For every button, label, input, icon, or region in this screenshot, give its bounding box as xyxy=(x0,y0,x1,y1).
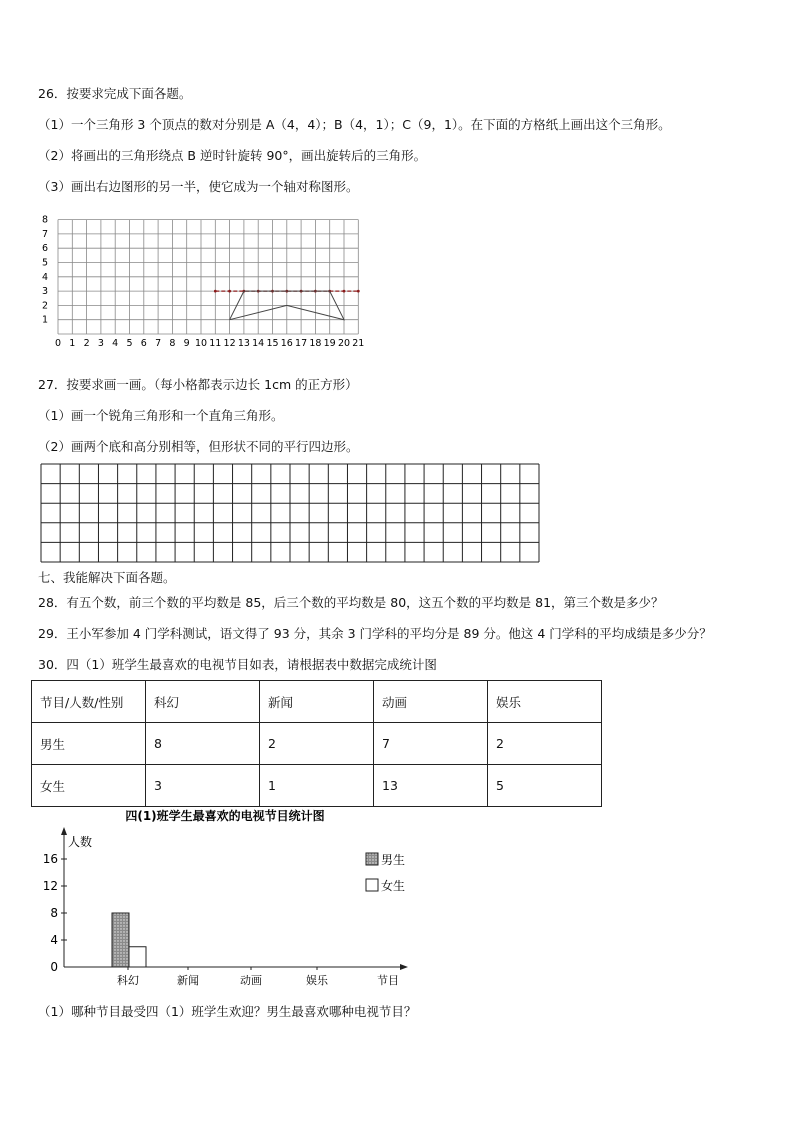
y-tick-label: 8 xyxy=(50,906,58,920)
table-cell: 3 xyxy=(146,765,260,807)
table-row xyxy=(32,765,602,807)
y-tick-label: 2 xyxy=(41,300,48,312)
y-tick-label: 6 xyxy=(41,243,48,255)
x-tick-label: 13 xyxy=(237,338,250,349)
x-tick-label: 1 xyxy=(69,338,76,349)
x-tick-label: 5 xyxy=(126,338,133,349)
q29: 29．王小军参加 4 门学科测试，语文得了 93 分，其余 3 门学科的平均分是 89 分。他这 4 门学科的平均成绩是多少分？ xyxy=(38,626,712,641)
x-tick-label: 18 xyxy=(309,338,322,349)
x-tick-label: 12 xyxy=(223,338,236,349)
y-tick-label: 12 xyxy=(42,879,58,893)
table-cell: 科幻 xyxy=(146,681,260,723)
x-tick-label: 19 xyxy=(323,338,336,349)
q26-part1: （1）一个三角形 3 个顶点的数对分别是 A（4，4）；B（4，1）；C（9，1）。在下面的方格纸上画出这个三角形。 xyxy=(38,117,671,132)
table-cell: 节目/人数/性别 xyxy=(32,681,146,723)
table-cell: 8 xyxy=(146,723,260,765)
section7-title: 七、我能解决下面各题。 xyxy=(38,570,176,585)
x-tick-label: 6 xyxy=(140,338,147,349)
q26-title: 26．按要求完成下面各题。 xyxy=(38,86,192,101)
q27-part1: （1）画一个锐角三角形和一个直角三角形。 xyxy=(38,408,284,423)
x-tick-label: 20 xyxy=(337,338,351,349)
x-tick-label: 10 xyxy=(194,338,208,349)
legend-swatch-boys xyxy=(366,853,378,865)
table-row xyxy=(32,723,602,765)
x-tick-label: 新闻 xyxy=(177,974,199,987)
chart-title: 四(1)班学生最喜欢的电视节目统计图 xyxy=(125,809,325,823)
coordinate-grid[interactable] xyxy=(36,212,376,352)
y-tick-label: 16 xyxy=(42,852,58,866)
x-tick-label: 17 xyxy=(295,338,308,349)
table-cell: 女生 xyxy=(32,765,146,807)
x-tick-label: 11 xyxy=(209,338,222,349)
q26-part3: （3）画出右边图形的另一半，使它成为一个轴对称图形。 xyxy=(38,179,359,194)
table-cell: 7 xyxy=(374,723,488,765)
q27-part2: （2）画两个底和高分别相等，但形状不同的平行四边形。 xyxy=(38,439,359,454)
x-tick-label: 0 xyxy=(54,338,62,349)
table-cell: 新闻 xyxy=(260,681,374,723)
x-tick-label: 3 xyxy=(97,338,104,349)
q27-title: 27．按要求画一画。（每小格都表示边长 1cm 的正方形） xyxy=(38,377,358,392)
q28: 28．有五个数，前三个数的平均数是 85，后三个数的平均数是 80，这五个数的平均数是 81，第三个数是多少？ xyxy=(38,595,664,610)
y-tick-label: 0 xyxy=(50,960,58,974)
y-tick-label: 4 xyxy=(50,933,58,947)
y-axis-arrow xyxy=(61,827,67,835)
table-cell: 娱乐 xyxy=(488,681,602,723)
axis-dot xyxy=(357,290,360,293)
x-tick-label: 9 xyxy=(183,338,190,349)
y-tick-label: 8 xyxy=(41,214,48,226)
table-cell: 5 xyxy=(488,765,602,807)
table-cell: 1 xyxy=(260,765,374,807)
x-tick-label: 21 xyxy=(352,338,365,349)
bar-girls-0 xyxy=(129,947,146,967)
table-cell: 动画 xyxy=(374,681,488,723)
axis-dot xyxy=(214,290,217,293)
y-tick-label: 7 xyxy=(41,228,48,240)
table-cell: 2 xyxy=(488,723,602,765)
q26-part2: （2）将画出的三角形绕点 B 逆时针旋转 90°，画出旋转后的三角形。 xyxy=(38,148,427,163)
y-tick-label: 5 xyxy=(41,257,48,269)
q30-question1: （1）哪种节目最受四（1）班学生欢迎？男生最喜欢哪种电视节目？ xyxy=(38,1004,417,1019)
table-cell: 男生 xyxy=(32,723,146,765)
x-tick-label: 4 xyxy=(112,338,119,349)
y-tick-label: 3 xyxy=(41,286,48,298)
axis-dot xyxy=(343,290,346,293)
bar-boys-0 xyxy=(112,913,129,967)
table-cell: 13 xyxy=(374,765,488,807)
y-tick-label: 4 xyxy=(41,271,48,283)
table-cell: 2 xyxy=(260,723,374,765)
legend-swatch-girls xyxy=(366,879,378,891)
x-tick-label: 15 xyxy=(266,338,279,349)
x-axis-label: 节目 xyxy=(377,974,399,987)
bar-chart[interactable] xyxy=(30,805,430,995)
y-axis-label: 人数 xyxy=(68,835,93,849)
legend-label-boys: 男生 xyxy=(381,853,406,867)
x-tick-label: 娱乐 xyxy=(306,974,328,987)
table-header-row xyxy=(32,681,602,723)
drawing-grid[interactable] xyxy=(40,463,542,565)
tv-program-table xyxy=(31,680,602,807)
x-tick-label: 16 xyxy=(280,338,293,349)
axis-dot xyxy=(228,290,231,293)
y-tick-label: 1 xyxy=(41,314,48,326)
legend-label-girls: 女生 xyxy=(381,879,406,893)
x-tick-label: 7 xyxy=(155,338,162,349)
x-tick-label: 8 xyxy=(169,338,176,349)
x-tick-label: 14 xyxy=(252,338,265,349)
x-axis-arrow xyxy=(400,964,408,970)
x-tick-label: 科幻 xyxy=(117,974,139,987)
x-tick-label: 动画 xyxy=(240,974,262,987)
x-tick-label: 2 xyxy=(83,338,90,349)
q30-title: 30．四（1）班学生最喜欢的电视节目如表，请根据表中数据完成统计图 xyxy=(38,657,437,672)
